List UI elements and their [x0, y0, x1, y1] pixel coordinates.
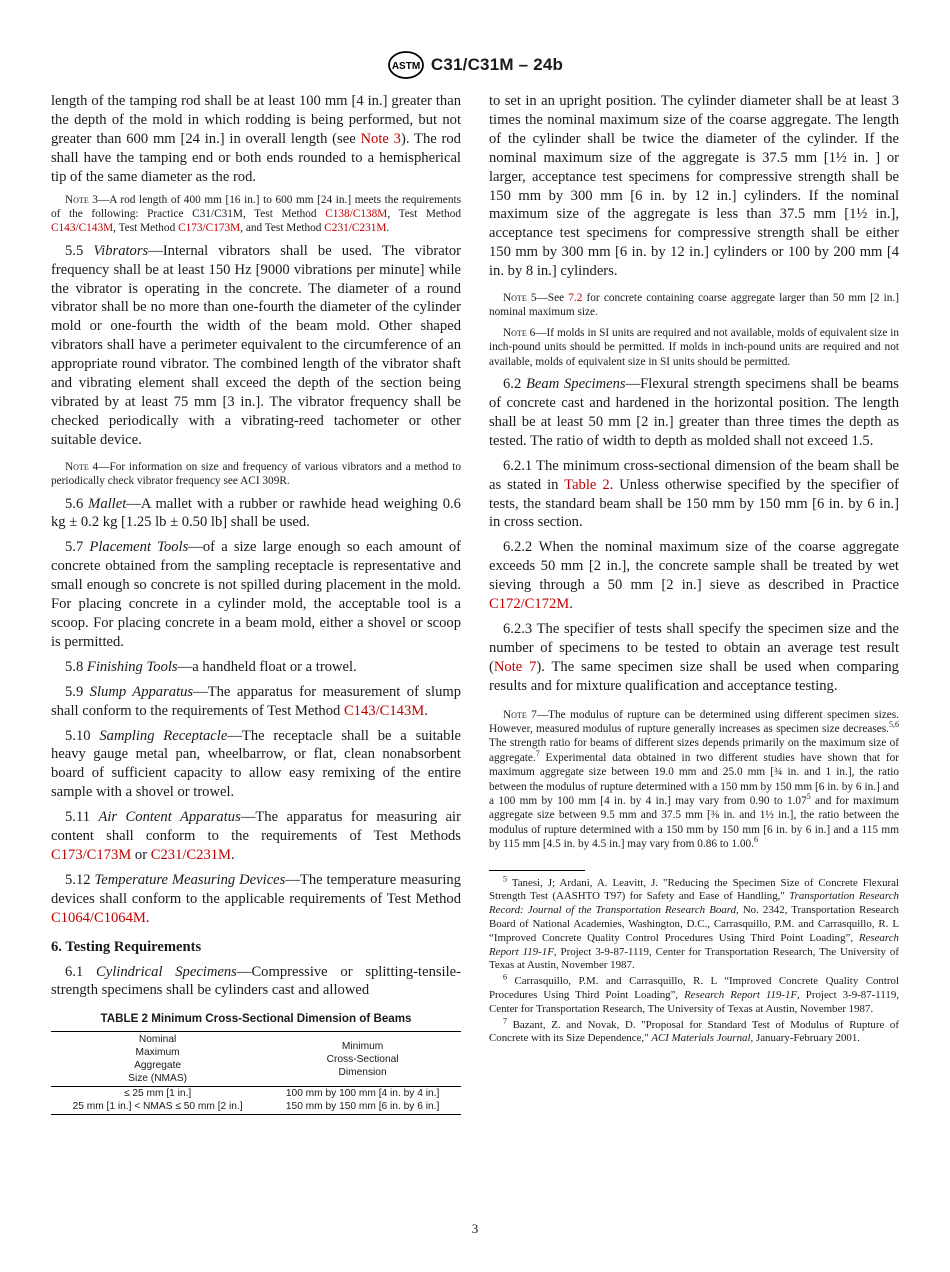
note-7-link[interactable]: Note 7	[493, 658, 537, 675]
c173-link[interactable]: C173/C173M	[178, 222, 241, 235]
c231-link[interactable]: C231/C231M	[324, 222, 387, 235]
header-nmas: Nominal Maximum Aggregate Size (NMAS)	[51, 1032, 264, 1087]
section-5-5: 5.5 Vibrators—Internal vibrators shall be used. The vibrator frequency shall be at least 150 Hz [9000 vibrations per minute] while the vibrator is operating in the concrete. The diameter of a round vibrator shall be no more than one-fourth the diameter of the cylinder mold or one-fourth the width of the beam mold. Other shaped vibrators shall have a perimeter equivalent to the circumference of an appropriate round vibrator. The combined length of the vibrator shaft and vibrating element shall exceed the depth of the section being vibrated by at least 75 mm [3 in.]. The vibrator frequency shall be checked periodically with a vibrating-reed tachometer or other suitable device.	[51, 242, 461, 448]
c173-c173m-link[interactable]: C173/C173M	[51, 846, 132, 863]
section-7-2-link[interactable]: 7.2	[568, 292, 583, 305]
logo-text: ASTM	[391, 61, 421, 72]
section-6-1-continued: to set in an upright position. The cylinder diameter shall be at least 3 times the nominal maximum size of the coarse aggregate. The length of the cylinder shall be twice the diameter of the cylinder. If the nominal maximum size of the aggregate is 37.5 mm [1½ in. ] or larger, acceptance test specimens for compressive strength shall be 150 mm by 300 mm [6 in. by 12 in.] cylinders. If the nominal maximum size of the aggregate is less than 37.5 mm [1½ in.], acceptance test specimens for compressive strength shall be either 150 mm by 300 mm [6 in. by 12 in.] cylinders or 100 by 200 mm [4 in. by 8 in.] cylinders.	[489, 93, 899, 280]
section-5-10: 5.10 Sampling Receptacle—The receptacle shall be a suitable heavy gauge metal pan, wheelbarrow, or flat, clean nonabsorbent board of sufficient capacity to allow easy remixing of the entire sample with a shovel or trowel.	[51, 727, 461, 801]
note-3: Note 3—A rod length of 400 mm [16 in.] to 600 mm [24 in.] meets the requirements of the following: Practice C31/C31M, Test Method C138/C138M, Test Method C143/C143M, Test Method C173/C173M, and Test Method C231/C231M.	[51, 193, 462, 235]
section-6-heading: 6. Testing Requirements	[51, 938, 202, 955]
table-cell: 150 mm by 150 mm [6 in. by 6 in.]	[264, 1100, 461, 1115]
c231-c231m-link[interactable]: C231/C231M	[150, 846, 232, 863]
c143-link[interactable]: C143/C143M	[51, 222, 114, 235]
note-3-link[interactable]: Note 3	[360, 130, 401, 147]
note-7: Note 7—The modulus of rupture can be determined using different specimen sizes. However, measured modulus of rupture generally increases as specimen size decreases.$^{5,6}$ The strength ratio for beams of different sizes depends primarily on the maximum size of aggregate.$^7$ Experimental data obtained in two different studies have shown that for maximum aggregate size between 19.0 mm and 25.0 mm [¾ in. and 1 in.], the ratio between the modulus of rupture determined with a 150 mm by 150 mm [6 in. by 6 in.] and a 100 mm by 100 mm [4 in. by 4 in.] may vary from 0.90 to 1.07$^5$ and for maximum aggregate size between 9.5 mm and 37.5 mm [⅜ in. and 1½ in.], the ratio between the modulus of rupture determined with a 150 mm by 150 mm [6 in. by 6 in.] and a 115 mm by 115 mm [4.5 in. by 4.5 in.] may vary from 0.86 to 1.00.$^6$	[489, 708, 899, 851]
footnote-7: $^7$ Bazant, Z. and Novak, D. "Proposal for Standard Test of Modulus of Rupture of Concrete with its Size Dependence," ACI Materials Journal, January-February 2001.	[489, 1016, 899, 1045]
footnote-5: $^5$ Tanesi, J; Ardani, A. Leavitt, J. "Reducing the Specimen Size of Concrete Flexural Strength Test (AASHTO T97) for Safety and Ease of Handling," Transportation Research Record: Journal of the Transportation Research Board, No. 2342, Transportation Research Board of National Academies, Washington, D.C., Carrasquillo, P.M. and Carrasquillo, R. L “Improved Concrete Quality Control Procedures Using Third Point Loading”, Research Report 119-1F, Project 3-9-87-1119, Center for Transportation Research, The University of Texas at Austin, November 1987.	[489, 874, 899, 972]
section-5-11: 5.11 Air Content Apparatus—The apparatus for measuring air content shall conform to the requirements of Test Methods C173/C173M or C231/C231M.	[51, 809, 461, 863]
table-2-link[interactable]: Table 2	[564, 476, 610, 493]
note-5: Note 5—See 7.2 for concrete containing coarse aggregate larger than 50 mm [2 in.] nominal maximum size.	[489, 292, 899, 319]
c1064-link[interactable]: C1064/C1064M	[51, 909, 146, 926]
document-id: C31/C31M – 24b	[430, 55, 564, 74]
footnote-6: $^6$ Carrasquillo, P.M. and Carrasquillo, R. L “Improved Concrete Quality Control Procedures Using Third Point Loading”, Research Report 119-1F, Project 3-9-87-1119, Center for Transportation Research, The University of Texas at Austin, November 1987.	[489, 972, 899, 1015]
page-number: 3	[471, 1221, 479, 1236]
astm-logo-icon	[387, 50, 425, 80]
section-6-2-1: 6.2.1 The minimum cross-sectional dimension of the beam shall be as stated in Table 2. Unless otherwise specified by the specifier of tests, the standard beam shall be 150 mm by 150 mm [6 in. by 6 in.] in cross section.	[489, 457, 899, 531]
section-6-2-2: 6.2.2 When the nominal maximum size of the coarse aggregate exceeds 50 mm [2 in.], the concrete sample shall be treated by wet sieving through a 50 mm [2 in.] sieve as described in Practice C172/C172M.	[489, 539, 899, 613]
table-cell: 100 mm by 100 mm [4 in. by 4 in.]	[285, 1088, 440, 1100]
table-header-row	[51, 1032, 461, 1087]
section-5-7: 5.7 Placement Tools—of a size large enough so each amount of concrete obtained from the sampling receptacle is representative and small enough so concrete is not spilled during placement in the mold. For placing concrete in a cylinder mold, the acceptable tool is a scoop. For placing concrete in a beam mold, either a shovel or scoop is permitted.	[51, 539, 461, 650]
left-column	[51, 92, 461, 1115]
c172-link[interactable]: C172/C172M	[489, 596, 570, 613]
table-row	[51, 1100, 461, 1115]
note-6: Note 6—If molds in SI units are required and not available, molds of equivalent size in inch-pound units should be permitted. If molds in inch-pound units are required and not available, molds of equivalent size in SI units should be permitted.	[489, 326, 900, 368]
rod-paragraph-continued: length of the tamping rod shall be at least 100 mm [4 in.] greater than the depth of the mold in which rodding is being performed, but not greater than 600 mm [24 in.] in overall length (see Note 3). The rod shall have the tamping end or both ends rounded to a hemispherical tip of the same diameter as the rod.	[51, 93, 461, 185]
note-4: Note 4—For information on size and frequency of various vibrators and a method to periodically check vibrator frequency see ACI 309R.	[51, 460, 461, 488]
table-row	[51, 1087, 461, 1101]
table-cell: ≤ 25 mm [1 in.]	[123, 1088, 192, 1100]
header-min-dimension: Minimum Cross-Sectional Dimension	[264, 1032, 461, 1087]
section-6-1: 6.1 Cylindrical Specimens—Compressive or splitting-tensile-strength specimens shall be cylinders cast and allowed	[51, 963, 461, 999]
right-column	[489, 92, 899, 1048]
section-5-9: 5.9 Slump Apparatus—The apparatus for measurement of slump shall conform to the requirements of Test Method C143/C143M.	[51, 683, 462, 719]
c138-link[interactable]: C138/C138M	[325, 207, 388, 220]
table-2	[51, 1031, 461, 1115]
footnote-divider	[489, 870, 585, 871]
section-5-6: 5.6 Mallet—A mallet with a rubber or rawhide head weighing 0.6 kg ± 0.2 kg [1.25 lb ± 0.50 lb] shall be used.	[51, 495, 461, 531]
table-2-title: TABLE 2 Minimum Cross-Sectional Dimension of Beams	[100, 1012, 412, 1026]
section-6-2-3: 6.2.3 The specifier of tests shall specify the specimen size and the number of specimens to be tested to obtain an average test result (Note 7). The same specimen size shall be used when comparing results and for mixture qualification and acceptance testing.	[489, 620, 899, 694]
table-cell: 25 mm [1 in.] < NMAS ≤ 50 mm [2 in.]	[51, 1100, 264, 1115]
section-5-12: 5.12 Temperature Measuring Devices—The temperature measuring devices shall conform to the applicable requirements of Test Method C1064/C1064M.	[51, 871, 461, 926]
c143-c143m-link[interactable]: C143/C143M	[343, 702, 425, 719]
section-6-2: 6.2 Beam Specimens—Flexural strength specimens shall be beams of concrete cast and hardened in the horizontal position. The length shall be at least 50 mm [2 in.] greater than three times the depth as tested. The ratio of width to depth as molded shall not exceed 1.5.	[489, 376, 899, 449]
section-5-8: 5.8 Finishing Tools—a handheld float or a trowel.	[65, 658, 357, 675]
page-header	[0, 50, 950, 85]
